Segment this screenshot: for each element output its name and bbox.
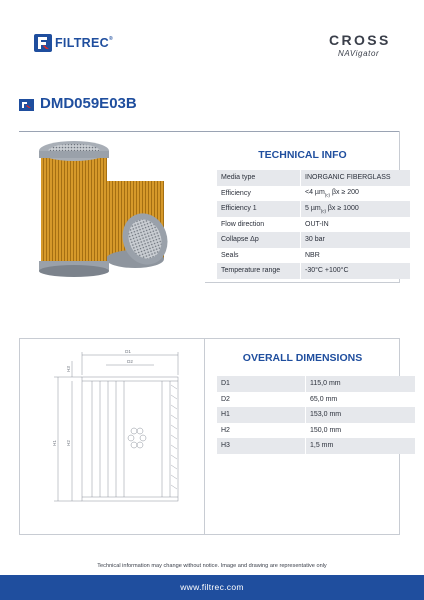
row-key: D1 — [217, 376, 306, 392]
row-key: Collapse Δp — [217, 232, 301, 248]
brand-registered-mark: ® — [108, 36, 113, 42]
table-row — [217, 263, 411, 279]
row-key: H3 — [217, 438, 306, 454]
technical-info-table — [217, 170, 411, 279]
table-row — [217, 392, 416, 408]
row-key: H1 — [217, 407, 306, 423]
product-code: DMD059E03B — [40, 95, 137, 112]
website-link[interactable]: www.filtrec.com — [180, 582, 244, 592]
filtrec-logo-icon — [34, 34, 52, 52]
table-row — [217, 248, 411, 264]
row-key: H2 — [217, 423, 306, 439]
row-value: NBR — [301, 248, 411, 264]
technical-info-title: TECHNICAL INFO — [258, 149, 347, 161]
dim-label-d1: D1 — [125, 349, 131, 354]
row-value: <4 µm$_{(c)}$ βx ≥ 200 — [301, 186, 411, 202]
table-row — [217, 201, 411, 217]
row-value: INORGANIC FIBERGLASS — [301, 170, 411, 186]
cross-navigator-logo: CROSS — [329, 32, 391, 48]
table-row — [217, 376, 416, 392]
row-key: Seals — [217, 248, 301, 264]
row-key: Temperature range — [217, 263, 301, 279]
dim-label-h2: H2 — [66, 440, 71, 446]
table-row — [217, 186, 411, 202]
table-row — [217, 217, 411, 233]
row-key: Flow direction — [217, 217, 301, 233]
brand-name: FILTREC® — [55, 36, 113, 50]
table-row — [217, 438, 416, 454]
dim-label-h1: H1 — [52, 440, 57, 446]
product-photo — [19, 131, 205, 283]
disclaimer-text: Technical information may change without notice. Image and drawing are representative only — [97, 563, 327, 569]
row-value: 115,0 mm — [306, 376, 416, 392]
table-row — [217, 170, 411, 186]
dim-label-h3: H3 — [66, 366, 71, 372]
overall-dimensions-title: OVERALL DIMENSIONS — [242, 352, 363, 364]
row-key: Efficiency — [217, 186, 301, 202]
row-value: -30°C +100°C — [301, 263, 411, 279]
row-value: 1,5 mm — [306, 438, 416, 454]
table-row — [217, 423, 416, 439]
table-row — [217, 407, 416, 423]
row-value: 150,0 mm — [306, 423, 416, 439]
overall-dimensions-table — [217, 376, 416, 454]
row-key: Media type — [217, 170, 301, 186]
row-value: OUT-IN — [301, 217, 411, 233]
product-code-icon — [19, 99, 34, 111]
row-value: 30 bar — [301, 232, 411, 248]
row-key: D2 — [217, 392, 306, 408]
row-value: 5 µm$_{(c)}$ βx ≥ 1000 — [301, 201, 411, 217]
cross-navigator-sub: NAVigator — [338, 49, 380, 58]
technical-drawing — [20, 339, 204, 534]
row-value: 65,0 mm — [306, 392, 416, 408]
row-key: Efficiency 1 — [217, 201, 301, 217]
table-row — [217, 232, 411, 248]
row-value: 153,0 mm — [306, 407, 416, 423]
dim-label-d2: D2 — [127, 359, 133, 364]
